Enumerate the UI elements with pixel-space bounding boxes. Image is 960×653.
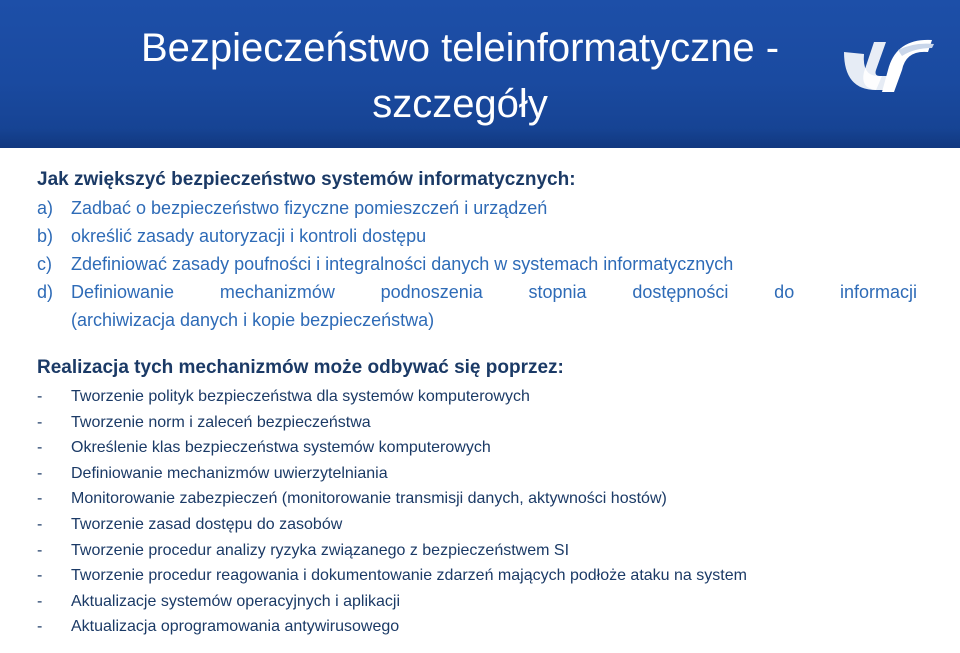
bullet-item	[37, 410, 917, 436]
bullet-item	[37, 384, 917, 410]
bullet-dash: -	[37, 439, 43, 457]
bullet-item	[37, 512, 917, 538]
slide-content	[37, 166, 917, 640]
list-item	[37, 250, 917, 278]
bullet-dash: -	[37, 464, 43, 482]
item-letter: b)	[37, 226, 54, 246]
item-text: Zadbać o bezpieczeństwo fizyczne pomieszczeń i urządzeń	[71, 198, 548, 218]
bullet-item	[37, 614, 917, 640]
bullet-text: Aktualizacja oprogramowania antywirusowego	[71, 618, 400, 636]
list-item	[37, 194, 917, 222]
bullet-item	[37, 435, 917, 461]
list-item-continuation	[37, 306, 917, 334]
bullet-item	[37, 461, 917, 487]
bullet-text: Definiowanie mechanizmów uwierzytelniania	[71, 464, 388, 482]
university-logo-icon	[836, 30, 936, 100]
realization-heading: Realizacja tych mechanizmów może odbywać się poprzez:	[37, 357, 564, 378]
title-line-2: szczegóły	[372, 82, 548, 126]
slide-title	[60, 20, 860, 132]
list-item	[37, 222, 917, 250]
bullet-dash: -	[37, 388, 43, 405]
bullet-item	[37, 563, 917, 589]
title-line-1: Bezpieczeństwo teleinformatyczne -	[140, 26, 780, 70]
item-text: Zdefiniować zasady poufności i integralności danych w systemach informatycznych	[71, 254, 734, 274]
bullet-text: Określenie klas bezpieczeństwa systemów komputerowych	[71, 439, 491, 457]
bullet-text: Aktualizacje systemów operacyjnych i aplikacji	[71, 592, 401, 610]
item-letter: d)	[37, 282, 54, 302]
slide-header	[0, 0, 960, 148]
item-text: Definiowanie mechanizmów podnoszenia stopnia dostępności do informacji	[71, 282, 917, 302]
bullet-text: Tworzenie norm i zaleceń bezpieczeństwa	[71, 413, 371, 431]
bullet-text: Tworzenie procedur analizy ryzyka związanego z bezpieczeństwem SI	[71, 541, 570, 559]
bullet-item	[37, 589, 917, 615]
item-text: określić zasady autoryzacji i kontroli dostępu	[71, 226, 427, 246]
item-letter: c)	[37, 254, 52, 274]
bullet-item	[37, 486, 917, 512]
bullet-text: Tworzenie zasad dostępu do zasobów	[71, 515, 343, 533]
bullet-text: Monitorowanie zabezpieczeń (monitorowanie transmisji danych, aktywności hostów)	[71, 490, 667, 508]
item-letter: a)	[37, 198, 54, 218]
bullet-text: Tworzenie polityk bezpieczeństwa dla systemów komputerowych	[71, 388, 530, 405]
bullet-dash: -	[37, 515, 43, 533]
bullet-dash: -	[37, 592, 43, 610]
bullet-dash: -	[37, 413, 43, 431]
list-item	[37, 278, 917, 306]
bullet-text: Tworzenie procedur reagowania i dokumentowanie zdarzeń mających podłoże ataku na system	[71, 567, 747, 585]
bullet-list	[37, 384, 917, 640]
bullet-dash: -	[37, 541, 43, 559]
bullet-dash: -	[37, 490, 43, 508]
bullet-dash: -	[37, 618, 43, 636]
bullet-item	[37, 538, 917, 564]
question-heading: Jak zwiększyć bezpieczeństwo systemów informatycznych:	[37, 169, 576, 190]
bullet-dash: -	[37, 567, 43, 585]
item-continuation-text: (archiwizacja danych i kopie bezpieczeństwa)	[71, 310, 435, 330]
